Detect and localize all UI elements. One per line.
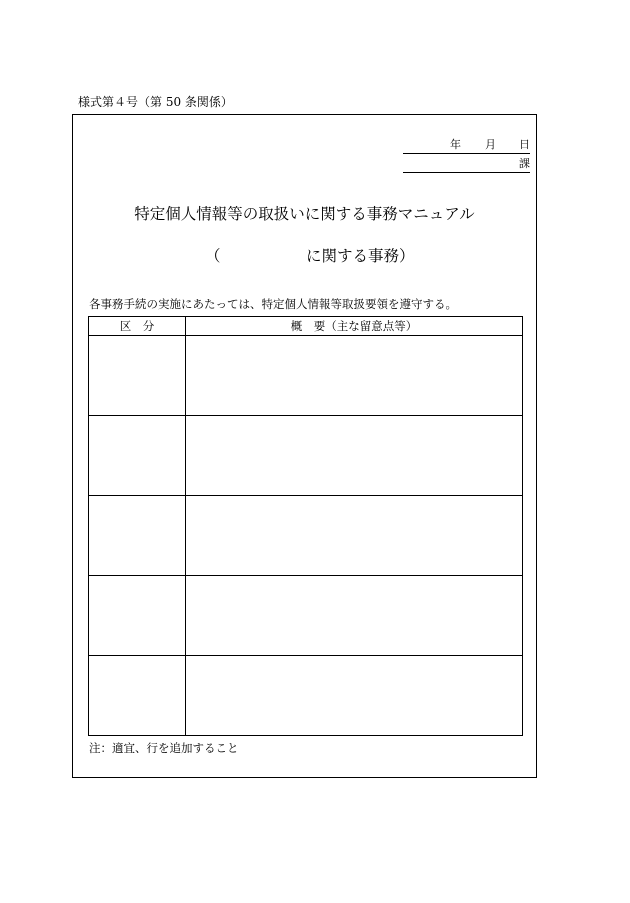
date-year-label: 年 <box>450 138 461 151</box>
date-day-label: 日 <box>519 138 530 151</box>
manual-table <box>88 316 523 736</box>
summary-cell[interactable] <box>186 336 523 416</box>
summary-cell[interactable] <box>186 576 523 656</box>
category-cell[interactable] <box>89 336 186 416</box>
footnote: 注：適宜、行を追加すること <box>89 741 239 755</box>
category-cell[interactable] <box>89 576 186 656</box>
form-number: 様式第４号（第 50 条関係） <box>78 95 233 109</box>
document-subtitle <box>205 246 415 266</box>
table-row <box>89 336 523 416</box>
summary-cell[interactable] <box>186 416 523 496</box>
table-header-row <box>89 317 523 336</box>
category-cell[interactable] <box>89 656 186 736</box>
subtitle-open-paren: （ <box>205 247 221 265</box>
department-field[interactable] <box>403 157 530 173</box>
instruction-text: 各事務手続の実施にあたっては、特定個人情報等取扱要領を遵守する。 <box>89 297 457 311</box>
column-header-summary: 概 要（主な留意点等） <box>186 317 523 336</box>
table-row <box>89 656 523 736</box>
document-title: 特定個人情報等の取扱いに関する事務マニュアル <box>134 205 475 223</box>
category-cell[interactable] <box>89 416 186 496</box>
table-row <box>89 576 523 656</box>
date-field[interactable] <box>403 138 530 154</box>
department-label: 課 <box>519 157 530 170</box>
category-cell[interactable] <box>89 496 186 576</box>
table-row <box>89 416 523 496</box>
column-header-category: 区 分 <box>89 317 186 336</box>
table-row <box>89 496 523 576</box>
summary-cell[interactable] <box>186 496 523 576</box>
date-month-label: 月 <box>485 138 496 151</box>
subtitle-text: に関する事務） <box>306 247 415 265</box>
summary-cell[interactable] <box>186 656 523 736</box>
